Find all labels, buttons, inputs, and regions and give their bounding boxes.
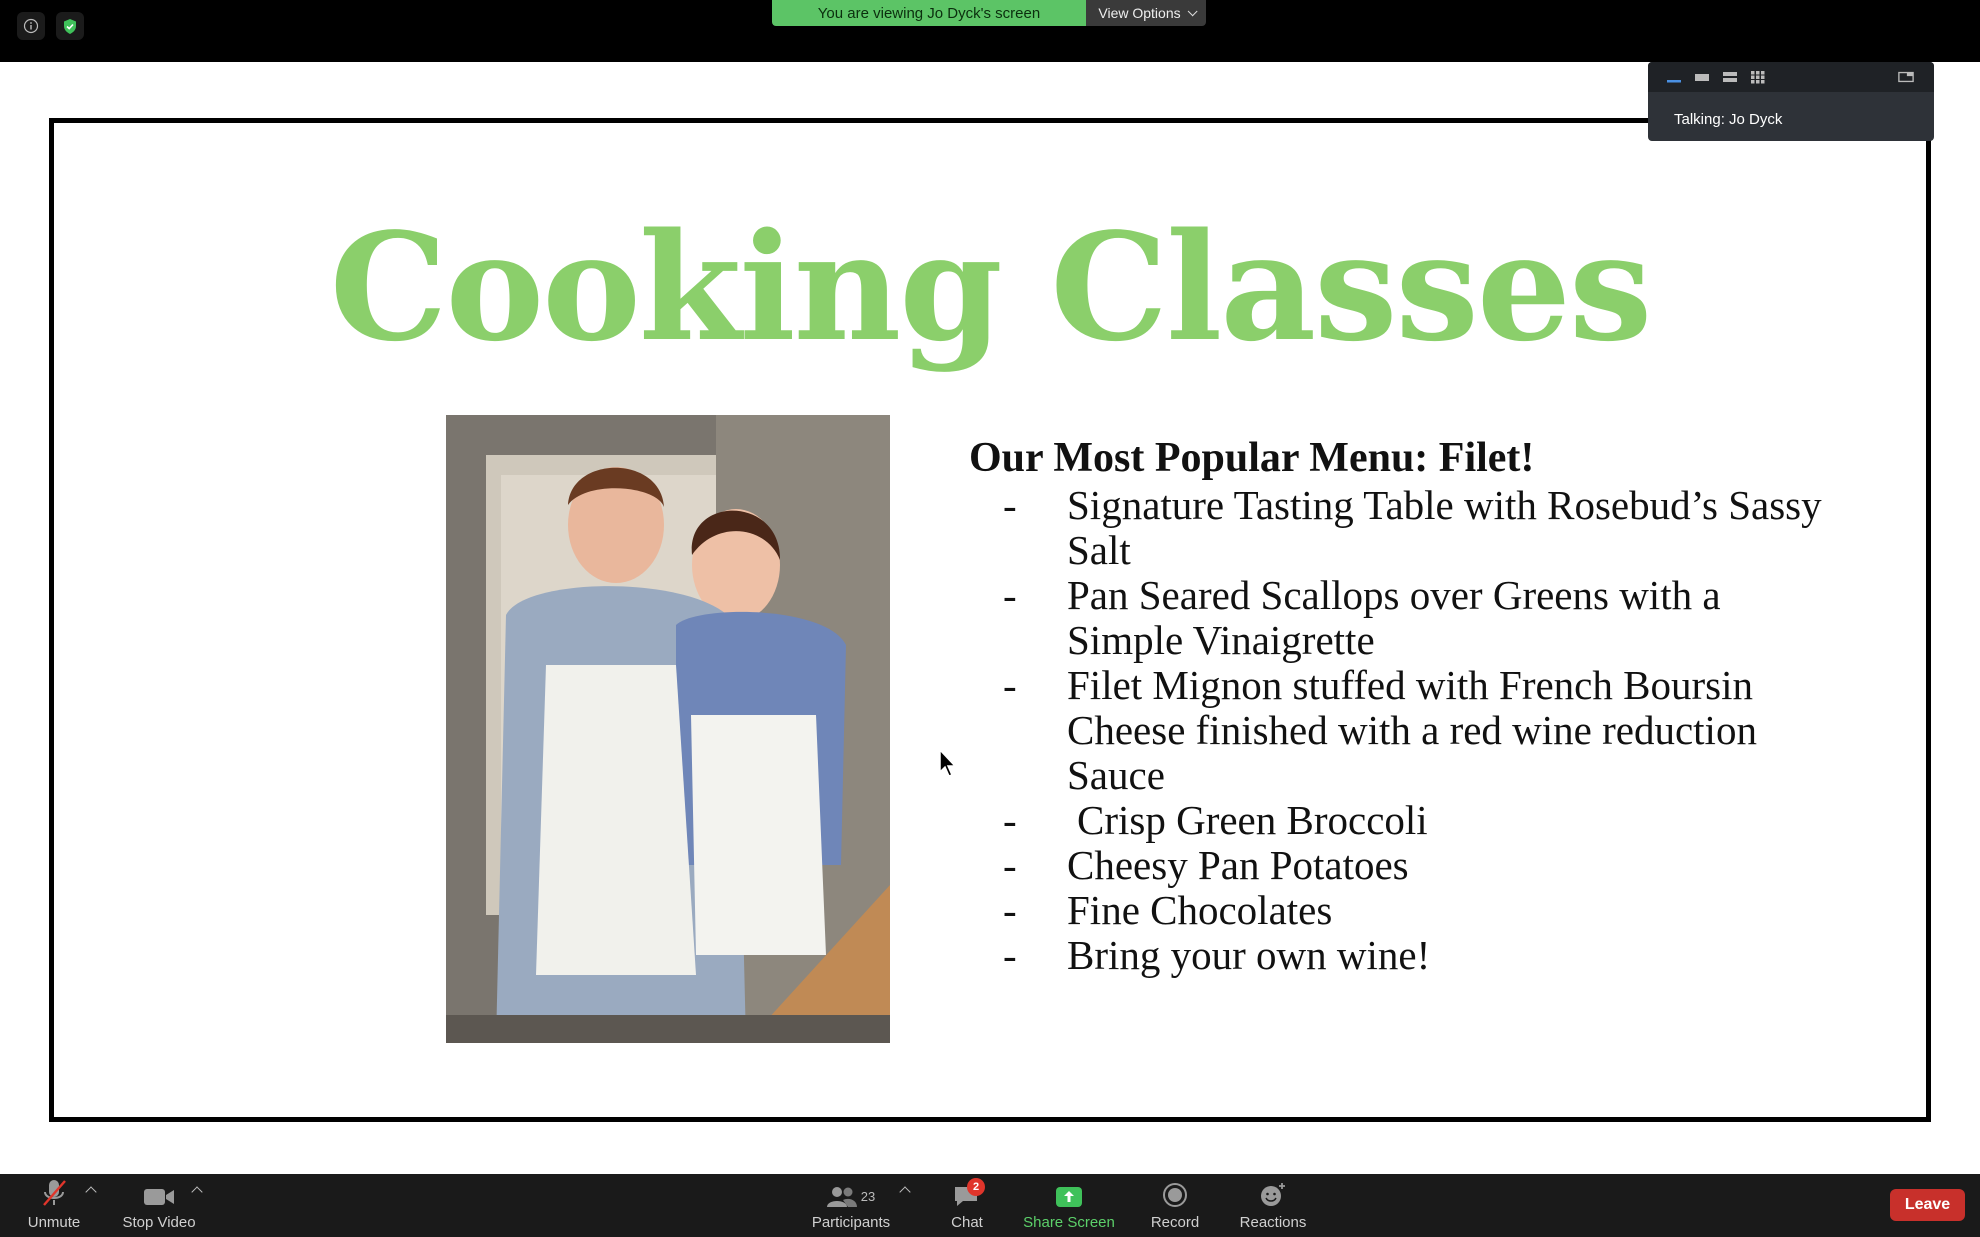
presentation-slide	[49, 118, 1931, 1122]
talking-indicator: Talking: Jo Dyck	[1674, 111, 1783, 128]
list-dash: -	[1003, 482, 1017, 529]
list-item	[969, 573, 1829, 663]
list-dash: -	[1003, 662, 1017, 709]
viewing-screen-banner	[772, 0, 1086, 26]
speaker-layout-icon[interactable]	[1694, 70, 1710, 84]
list-item-text: Cheesy Pan Potatoes	[1067, 842, 1409, 889]
share-screen-icon	[1055, 1174, 1083, 1208]
list-dash: -	[1003, 572, 1017, 619]
mouse-cursor-icon	[938, 748, 958, 778]
reactions-label: Reactions	[1239, 1214, 1307, 1231]
top-bar	[0, 0, 1980, 62]
record-label: Record	[1150, 1214, 1200, 1231]
panel-toolbar	[1648, 62, 1934, 92]
list-item	[969, 933, 1829, 978]
strip-layout-icon[interactable]	[1722, 70, 1738, 84]
video-camera-icon	[143, 1174, 175, 1208]
menu-list	[969, 483, 1829, 978]
participants-icon-group	[827, 1174, 875, 1208]
participants-label: Participants	[811, 1214, 891, 1231]
chat-icon	[953, 1174, 981, 1208]
chat-label: Chat	[951, 1214, 983, 1231]
slide-title: Cooking Classes	[329, 200, 1651, 374]
chat-badge: 2	[967, 1178, 985, 1196]
list-item	[969, 483, 1829, 573]
slide-photo	[446, 415, 890, 1043]
microphone-muted-icon	[40, 1174, 68, 1208]
meeting-toolbar	[0, 1174, 1980, 1237]
share-screen-label: Share Screen	[1023, 1214, 1115, 1231]
chevron-down-icon	[1187, 6, 1197, 16]
viewing-banner-text: You are viewing Jo Dyck's screen	[817, 4, 1041, 22]
leave-button[interactable]: Leave	[1890, 1189, 1965, 1221]
shield-icon[interactable]	[56, 12, 84, 40]
reactions-button[interactable]	[1238, 1174, 1308, 1237]
menu-heading: Our Most Popular Menu: Filet!	[969, 435, 1535, 481]
stop-video-button[interactable]	[120, 1174, 198, 1237]
list-dash: -	[1003, 797, 1017, 844]
list-item	[969, 843, 1829, 888]
list-dash: -	[1003, 887, 1017, 934]
list-dash: -	[1003, 932, 1017, 979]
minimize-layout-icon[interactable]	[1666, 70, 1682, 84]
shared-screen-area	[0, 62, 1980, 1174]
record-button[interactable]	[1150, 1174, 1200, 1237]
info-icon[interactable]	[17, 12, 45, 40]
list-item-text: Pan Seared Scallops over Greens with a Simple Vinaigrette	[1067, 572, 1721, 664]
list-item	[969, 888, 1829, 933]
stop-video-label: Stop Video	[122, 1214, 196, 1231]
participants-options-chevron-icon[interactable]	[899, 1186, 910, 1197]
view-options-label: View Options	[1098, 5, 1181, 21]
list-item	[969, 798, 1829, 843]
record-icon	[1162, 1174, 1188, 1208]
participants-count: 23	[860, 1189, 876, 1204]
participants-button[interactable]	[810, 1174, 892, 1237]
share-screen-button[interactable]	[1022, 1174, 1116, 1237]
reactions-icon	[1259, 1174, 1287, 1208]
list-item-text: Filet Mignon stuffed with French Boursin Cheese finished with a red wine reduction Sauce	[1067, 662, 1757, 799]
list-item-text: Signature Tasting Table with Rosebud’s Sassy Salt	[1067, 482, 1822, 574]
list-item	[969, 663, 1829, 798]
unmute-button[interactable]	[22, 1174, 86, 1237]
list-item-text: Crisp Green Broccoli	[1077, 797, 1428, 844]
grid-layout-icon[interactable]	[1750, 70, 1766, 84]
view-options-button[interactable]	[1086, 0, 1206, 26]
menu-block	[969, 435, 1829, 978]
participants-icon	[827, 1186, 857, 1208]
list-item-text: Bring your own wine!	[1067, 932, 1431, 979]
audio-options-chevron-icon[interactable]	[85, 1186, 96, 1197]
pop-out-icon[interactable]	[1898, 70, 1914, 84]
chat-button[interactable]	[945, 1174, 989, 1237]
unmute-label: Unmute	[27, 1214, 81, 1231]
list-item-text: Fine Chocolates	[1067, 887, 1333, 934]
list-dash: -	[1003, 842, 1017, 889]
talking-panel[interactable]	[1648, 62, 1934, 141]
